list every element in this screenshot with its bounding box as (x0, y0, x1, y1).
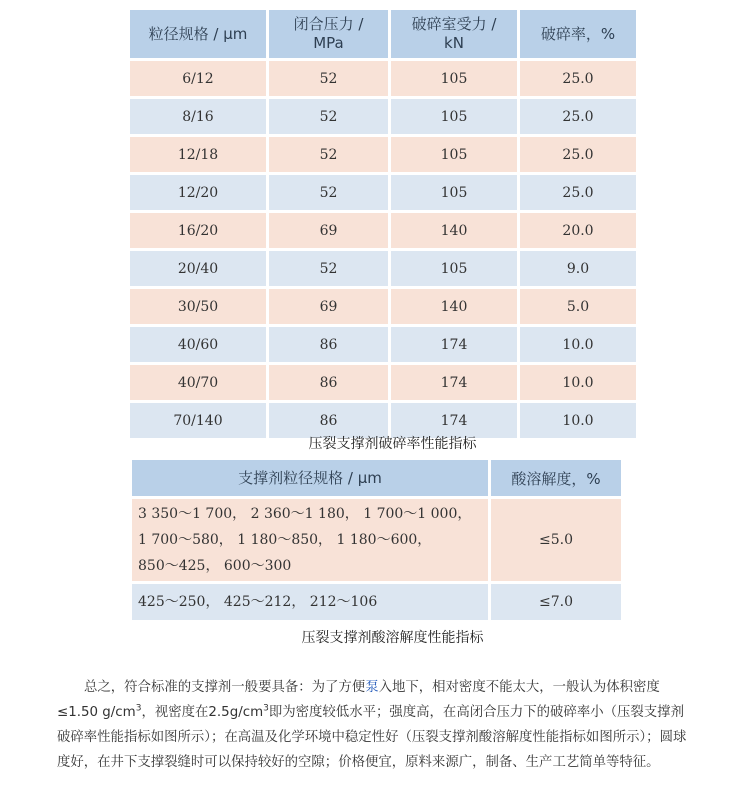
para-text: 即为密度较低水平；强度高，在高闭合压力下的破碎率小（压裂支撑剂破碎率性能指标如图所示）；在高温及化学环境中稳定性好（压裂支撑剂酸溶解度性能指标如图所示）；圆球度好，在井下支撑裂缝时可以保持较好的空隙；价格便宜，原料来源广，制备、生产工艺简单等特征。 (57, 705, 687, 770)
table-header-row (132, 460, 621, 496)
table-row (130, 175, 636, 210)
force-cell: 105 (391, 137, 517, 172)
force-cell: 140 (391, 289, 517, 324)
pump-link[interactable]: 泵 (365, 680, 379, 695)
crush-rate-cell: 10.0 (520, 327, 636, 362)
force-cell: 174 (391, 365, 517, 400)
table-row (130, 289, 636, 324)
para-text: 总之，符合标准的支撑剂一般要具备：为了方便 (84, 680, 366, 695)
crush-rate-table (127, 7, 639, 441)
crush-rate-cell: 10.0 (520, 365, 636, 400)
crush-rate-cell: 9.0 (520, 251, 636, 286)
pressure-cell: 52 (269, 61, 388, 96)
pressure-cell: 86 (269, 327, 388, 362)
size-cell: 70/140 (130, 403, 266, 438)
table-row (130, 61, 636, 96)
force-cell: 174 (391, 327, 517, 362)
size-spec-line: 850～425， 600～300 (138, 558, 292, 574)
pressure-cell: 86 (269, 365, 388, 400)
table-row (130, 365, 636, 400)
table-row (130, 213, 636, 248)
force-cell: 105 (391, 99, 517, 134)
table-row (132, 584, 621, 620)
size-cell: 30/50 (130, 289, 266, 324)
crush-rate-cell: 20.0 (520, 213, 636, 248)
crush-rate-cell: 25.0 (520, 137, 636, 172)
crush-rate-cell: 25.0 (520, 61, 636, 96)
size-cell: 8/16 (130, 99, 266, 134)
crush-rate-cell: 25.0 (520, 175, 636, 210)
crush-rate-cell: 25.0 (520, 99, 636, 134)
size-cell: 12/18 (130, 137, 266, 172)
size-cell: 40/70 (130, 365, 266, 400)
pressure-cell: 52 (269, 137, 388, 172)
para-text: 入地下，相对密度不能太大，一般认为体积密度≤1.50 g/cm (57, 680, 660, 720)
pressure-cell: 69 (269, 289, 388, 324)
table-row (130, 99, 636, 134)
size-spec-line: 3 350～1 700， 2 360～1 180， 1 700～1 000， (138, 506, 472, 522)
force-cell: 174 (391, 403, 517, 438)
size-spec-cell (132, 584, 488, 620)
size-cell: 16/20 (130, 213, 266, 248)
acid-solubility-caption: 压裂支撑剂酸溶解度性能指标 (301, 630, 484, 646)
size-spec-cell (132, 499, 488, 581)
crush-rate-cell: 5.0 (520, 289, 636, 324)
header-particle-size: 粒径规格 / μm (130, 10, 266, 58)
crush-rate-cell: 10.0 (520, 403, 636, 438)
summary-paragraph (57, 675, 687, 775)
force-cell: 140 (391, 213, 517, 248)
force-cell: 105 (391, 251, 517, 286)
table-row (130, 137, 636, 172)
header-chamber-force: 破碎室受力 / kN (391, 10, 517, 58)
header-crush-rate: 破碎率，% (520, 10, 636, 58)
size-spec-line: 1 700～580， 1 180～850， 1 180～600， (138, 532, 432, 548)
table-header-row (130, 10, 636, 58)
solubility-cell: ≤5.0 (491, 499, 621, 581)
size-cell: 40/60 (130, 327, 266, 362)
header-acid-solubility: 酸溶解度，% (491, 460, 621, 496)
force-cell: 105 (391, 61, 517, 96)
size-cell: 12/20 (130, 175, 266, 210)
para-text: ，视密度在2.5g/cm (141, 705, 264, 720)
pressure-cell: 52 (269, 175, 388, 210)
table-row (132, 499, 621, 581)
crush-rate-caption: 压裂支撑剂破碎率性能指标 (308, 436, 477, 452)
table-row (130, 327, 636, 362)
acid-solubility-table (129, 457, 624, 623)
solubility-cell: ≤7.0 (491, 584, 621, 620)
size-spec-line: 425～250， 425～212， 212～106 (138, 594, 378, 610)
size-cell: 20/40 (130, 251, 266, 286)
superscript: 3 (135, 703, 142, 714)
size-cell: 6/12 (130, 61, 266, 96)
pressure-cell: 69 (269, 213, 388, 248)
force-cell: 105 (391, 175, 517, 210)
pressure-cell: 86 (269, 403, 388, 438)
superscript: 3 (263, 703, 269, 714)
pressure-cell: 52 (269, 251, 388, 286)
header-proppant-size: 支撑剂粒径规格 / μm (132, 460, 488, 496)
header-closure-pressure: 闭合压力 / MPa (269, 10, 388, 58)
pressure-cell: 52 (269, 99, 388, 134)
crush-rate-table-body (130, 61, 636, 438)
table-row (130, 251, 636, 286)
